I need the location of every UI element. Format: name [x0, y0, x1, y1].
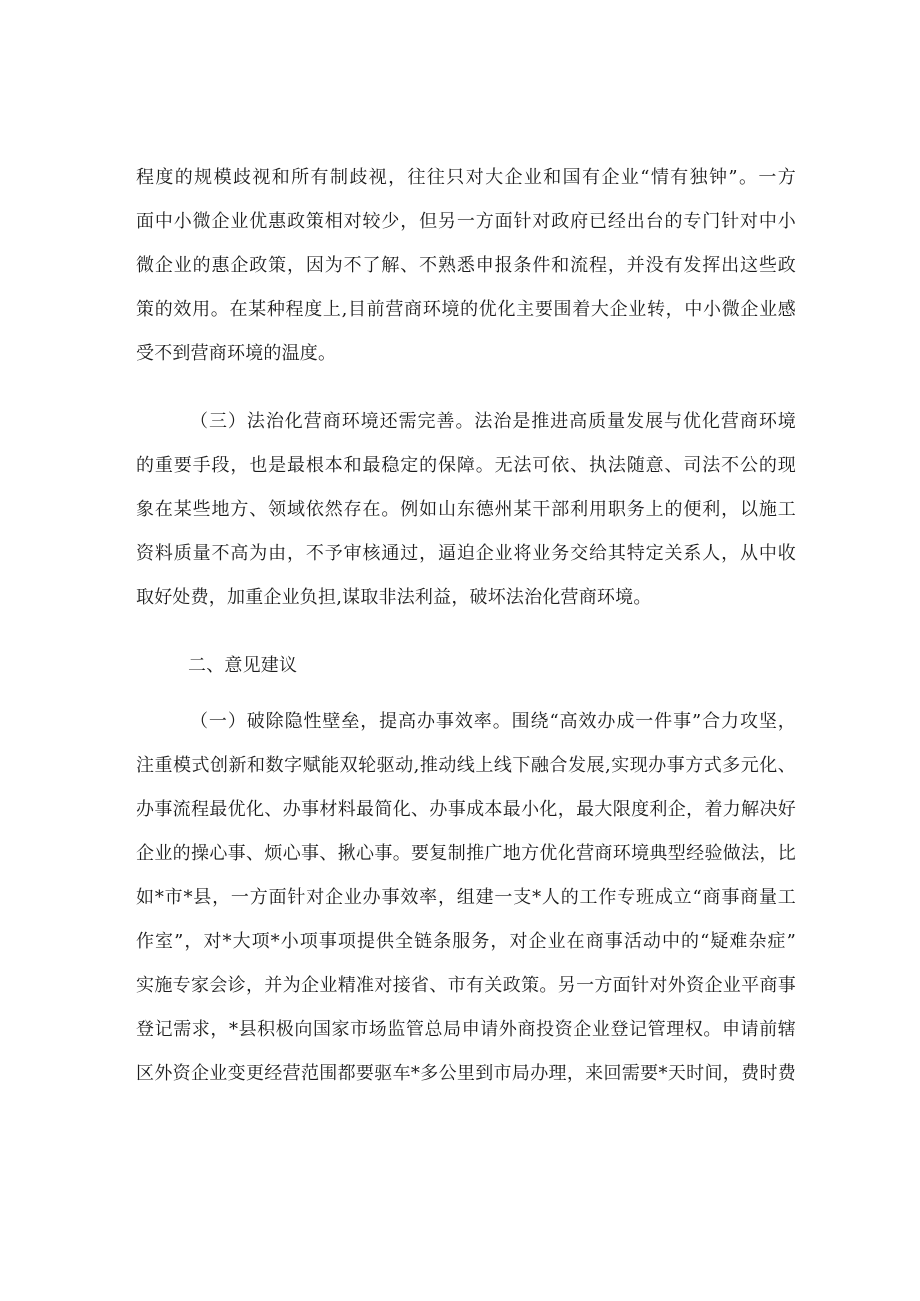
- text-line: 区外资企业变更经营范围都要驱车*多公里到市局办理，来回需要*天时间，费时费: [136, 1063, 796, 1084]
- text-line: 资料质量不高为由，不予审核通过，逼迫企业将业务交给其特定关系人，从中收: [136, 543, 796, 564]
- text-line: 程度的规模歧视和所有制歧视，往往只对大企业和国有企业“情有独钟”。一方: [136, 167, 796, 188]
- text-line: 微企业的惠企政策，因为不了解、不熟悉申报条件和流程，并没有发挥出这些政: [136, 255, 796, 276]
- section-heading: 二、意见建议: [188, 655, 298, 676]
- text-line: （三）法治化营商环境还需完善。法治是推进高质量发展与优化营商环境: [190, 411, 796, 432]
- text-line: 象在某些地方、领域依然存在。例如山东德州某干部利用职务上的便利，以施工: [136, 499, 796, 520]
- text-line: （一）破除隐性壁垒，提高办事效率。围绕“高效办成一件事”合力攻坚，: [190, 711, 796, 732]
- text-line: 受不到营商环境的温度。: [136, 343, 337, 364]
- text-line: 办事流程最优化、办事材料最简化、办事成本最小化，最大限度利企，着力解决好: [136, 799, 796, 820]
- text-line: 策的效用。在某种程度上,目前营商环境的优化主要围着大企业转，中小微企业感: [136, 299, 796, 320]
- text-line: 注重模式创新和数字赋能双轮驱动,推动线上线下融合发展,实现办事方式多元化、: [136, 755, 796, 776]
- text-line: 登记需求，*县积极向国家市场监管总局申请外商投资企业登记管理权。申请前辖: [136, 1019, 796, 1040]
- text-line: 取好处费，加重企业负担,谋取非法利益，破坏法治化营商环境。: [136, 587, 652, 608]
- text-line: 实施专家会诊，并为企业精准对接省、市有关政策。另一方面针对外资企业平商事: [136, 975, 796, 996]
- text-line: 企业的操心事、烦心事、揪心事。要复制推广地方优化营商环境典型经验做法，比: [136, 843, 796, 864]
- text-line: 作室”，对*大项*小项事项提供全链条服务，对企业在商事活动中的“疑难杂症”: [136, 931, 796, 952]
- text-line: 面中小微企业优惠政策相对较少，但另一方面针对政府已经出台的专门针对中小: [136, 211, 796, 232]
- text-line: 的重要手段，也是最根本和最稳定的保障。无法可依、执法随意、司法不公的现: [136, 455, 796, 476]
- text-line: 如*市*县，一方面针对企业办事效率，组建一支*人的工作专班成立“商事商量工: [136, 887, 796, 908]
